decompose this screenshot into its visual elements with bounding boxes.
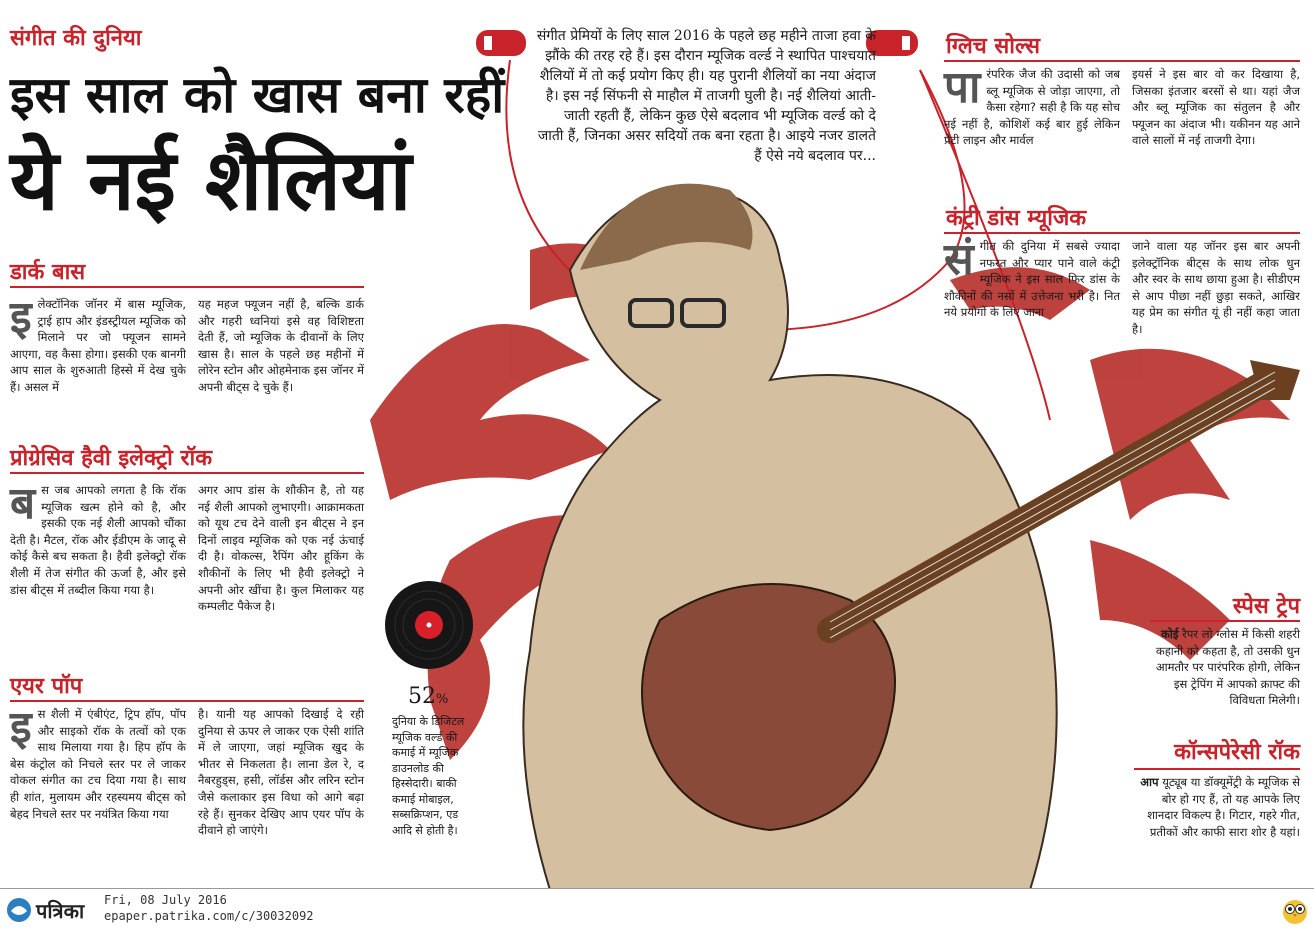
section-rule <box>944 232 1300 234</box>
section-title-glitch: ग्लिच सोल्स <box>946 34 1041 59</box>
section-title-space-trap: स्पेस ट्रेप <box>1232 594 1300 619</box>
section-rule <box>1134 768 1300 770</box>
owl-mascot-icon <box>1280 895 1310 925</box>
section-title-air-pop: एयर पॉप <box>10 674 83 699</box>
patrika-logo-text: पत्रिका <box>36 899 85 923</box>
section-title-progressive: प्रोग्रेसिव हैवी इलेक्ट्रो रॉक <box>10 446 213 471</box>
section-rule <box>944 60 1300 62</box>
footer-date: Fri, 08 July 2016 <box>104 893 227 907</box>
progressive-col1: बस जब आपको लगता है कि रॉक म्यूजिक खत्म होने को है, और इसकी एक नई शैली आपको चौंका देती है। मैटल, रॉक और ईडीएम के जादू से कोई कैसे बच सकता है। हैवी इलेक्ट्रो रॉक शैली में तेज संगीत की ऊर्जा है, और इसे डांस बीट्स में तब्दील किया गया है। <box>10 478 186 597</box>
intro-paragraph: संगीत प्रेमियों के लिए साल 2016 के पहले छह महीने ताजा हवा के झौंके की तरह रहे हैं। इस दौरान म्यूजिक वर्ल्ड ने स्थापित पाश्चयात शैलियों में तो कई प्रयोग किए ही। यह पुरानी शैलियों का नया अंदाज है। इस नई सिंफनी से माहौल में ताजगी घुली है। नई शैलियां आती-जाती रहती हैं, लेकिन कुछ ऐसे बदलाव भी म्यूजिक वर्ल्ड को दे जाती हैं, जिनका असर सदियों तक बना रहता है। आइये नजर डालते हैं ऐसे नये बदलाव पर... <box>536 28 876 164</box>
glitch-col1: पारंपरिक जैज की उदासी को जब ब्लू म्यूजिक से जोड़ा जाएगा, तो कैसा रहेगा? सही है कि यह सोच नई नहीं है, कोशिशें कई बार हुई लेकिन प्रेटी लाइन और मार्वल <box>944 62 1120 148</box>
conspiracy-body: आप यूट्यूब या डॉक्यूमेंट्री के म्यूजिक से बोर हो गए हैं, तो यह आपके लिए शानदार विकल्प है। गिटार, गहरे गीत, प्रतीकों और काफी सारा शोर है यहां। <box>1140 775 1300 839</box>
stat-text: दुनिया के डिजिटल म्यूजिक वर्ल्ड की कमाई में म्यूजिक डाउनलोड की हिस्सेदारी। बाकी कमाई मोबाइल, सब्सक्रिप्शन, एड आदि से होती है। <box>392 715 465 837</box>
section-title-country: कंट्री डांस म्यूजिक <box>946 206 1087 231</box>
vinyl-record-icon <box>384 580 474 670</box>
footer <box>0 888 1314 929</box>
section-rule <box>10 700 364 702</box>
section-rule <box>10 286 364 288</box>
patrika-logo-icon <box>6 897 32 923</box>
air-pop-col1: इस शैली में एंबीएंट, ट्रिप हॉप, पॉप और साइको रॉक के तत्वों को एक साथ मिलाया गया है। हिप हॉप के बेस कंट्रोल को निचले स्तर पर ले जाकर वोकल संगीत का टच दिया गया है। साथ ही शांत, मुलायम और रहस्यमय बीट्स को बेहद निचले स्तर पर नयंत्रित किया गया <box>10 702 186 821</box>
drop-cap: ब <box>10 478 36 529</box>
section-title-dark-bass: डार्क बास <box>10 260 86 285</box>
dark-bass-col2: यह महज फ्यूजन नहीं है, बल्कि डार्क और गहरी ध्वनियां इसे वह विशिष्टता देती हैं, जो म्यूजिक के दीवानों के लिए खास है। साल के पहले छह महीनों में लोरेन स्टोन और ओहमेनाक इस जॉनर में अपनी बीट्स दे चुके हैं। <box>198 297 364 394</box>
section-rule <box>10 472 364 474</box>
air-pop-col2: है। यानी यह आपको दिखाई दे रही दुनिया से ऊपर ले जाकर एक ऐसी शांति में ले जाएगा, जहां म्यूजिक खुद के भीतर से निकलता है। लाना डेल रे, द नैबरहुड्स, हसी, लॉर्डस और लरिन स्टोन जैसे कलाकार इस विधा को आगे बढ़ा रहे हैं। सुनकर देखिए आप एयर पॉप के दीवाने हो जाएंगे। <box>198 707 364 838</box>
drop-cap: इ <box>10 702 32 753</box>
stat-value: 52% <box>408 684 449 709</box>
earbud-left-icon <box>476 30 526 56</box>
dark-bass-col1: इलेक्टॉनिक जॉनर में बास म्यूजिक, ट्राई हाप और इंडस्ट्रीयल म्यूजिक को मिलाने पर जो फ्यूजन सामने आएगा, वह कैसा होगा। इसकी एक बानगी आप साल के शुरुआती हिस्से में देख चुके हैं। असल में <box>10 292 186 394</box>
drop-cap: इ <box>10 292 32 343</box>
space-trap-body: कोई रैपर लो ग्लोस में किसी शहरी कहानी को कहता है, तो उसकी धुन आमतौर पर पारंपरिक होगी, लेकिन इस ट्रेपिंग में आपको क्राफ्ट की विविधता मिलेगी। <box>1155 627 1300 708</box>
kicker: संगीत की दुनिया <box>10 26 142 51</box>
footer-url[interactable]: epaper.patrika.com/c/30032092 <box>104 909 314 923</box>
headline-line1: इस साल को खास बना रहीं <box>10 66 505 124</box>
progressive-col2: अगर आप डांस के शौकीन है, तो यह नई शैली आपको लुभाएगी। आक्रामकता को यूथ टच देने वाली इन बीट्स ने इन दिनों लाइव म्यूजिक को एक नई ऊंचाई दी है। वोकल्स, रैपिंग और हूकिंग के शौकीनों के लिए भी हैवी इलेक्ट्रो ने अपनी ओर खींचा है। कुल मिलाकर यह कम्पलीट पैकेज है। <box>198 483 364 614</box>
country-col1: संगीत की दुनिया में सबसे ज्यादा नफरत और प्यार पाने वाले कंट्री म्यूजिक ने इस साल फिर डांस के शौकीनों की नसों में उत्तेजना भरी है। नित नये प्रयोगों के लिए जाना <box>944 234 1120 320</box>
section-title-conspiracy: कॉन्सपेरेसी रॉक <box>1174 740 1300 765</box>
headline-line2: ये नई शैलियां <box>10 131 412 229</box>
drop-cap: पा <box>944 62 981 113</box>
section-rule <box>1150 620 1300 622</box>
country-col2: जाने वाला यह जॉनर इस बार अपनी इलेक्ट्रॉनिक बीट्स के साथ लोक धुन और स्वर के साथ छाया हुआ है। सीडीएम से आप पीछा नहीं छुड़ा सकते, आखिर यह प्रेम का संगीत यूं ही नहीं कहा जाता है। <box>1132 239 1300 336</box>
glitch-col2: इयर्स ने इस बार वो कर दिखाया है, जिसका इंतजार बरसों से था। यहां जैज और ब्लू म्यूजिक का संतुलन है और फ्यूजन का अंदाज भी। यकीनन यह आने वाले सालों में नई ताजगी देगा। <box>1132 67 1300 148</box>
drop-cap: सं <box>944 234 974 285</box>
